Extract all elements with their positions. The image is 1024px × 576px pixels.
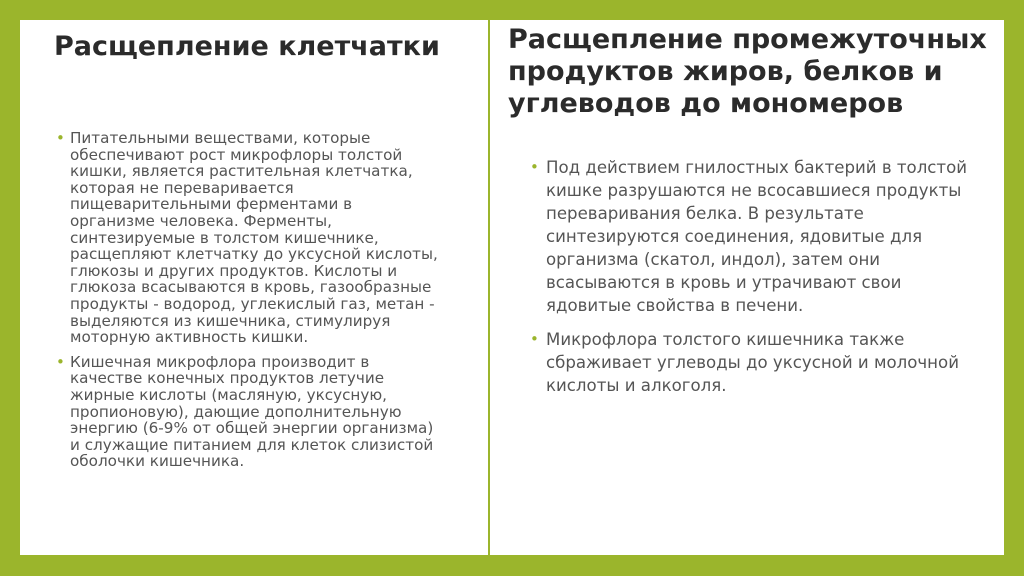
bullet-icon: • [56, 129, 65, 147]
left-bullet-list [56, 129, 438, 478]
right-bullet-list [530, 156, 976, 408]
left-bullet-1 [56, 129, 438, 347]
left-bullet-1-text: Питательными веществами, которые обеспечивают рост микрофлоры толстой кишки, является растительная клетчатка, которая не переваривается пищеварительными ферментами в организме человека. Ферменты, синтезируемые в толстом кишечнике, расщепляют клетчатку до уксусной кислоты, глюкозы и других продуктов. Кислоты и глюкоза всасываются в кровь, газообразные продукты - водород, углекислый газ, метан - выделяются из кишечника, стимулируя моторную активность кишки. [70, 129, 438, 347]
bullet-icon: • [530, 330, 539, 348]
right-bullet-1-text: Под действием гнилостных бактерий в толстой кишке разрушаются не всосавшиеся продукты переваривания белка. В результате синтезируются соединения, ядовитые для организма (скатол, индол), затем они всасываются в кровь и утрачивают свои ядовитые свойства в печени. [546, 158, 968, 315]
left-bullet-2-text: Кишечная микрофлора производит в качестве конечных продуктов летучие жирные кислоты (масляную, уксусную, пропионовую), дающие дополнительную энергию (6-9% от общей энергии организма) и служащие питанием для клеток слизистой оболочки кишечника. [70, 352, 434, 471]
left-bullet-2 [56, 352, 438, 471]
right-title: Расщепление промежуточных продуктов жиров, белков и углеводов до мономеров [508, 24, 987, 119]
right-bullet-2-text: Микрофлора толстого кишечника также сбраживает углеводы до уксусной и молочной кислоты и алкоголя. [546, 330, 959, 395]
bullet-icon: • [530, 158, 539, 176]
left-panel [20, 20, 488, 555]
right-panel [490, 20, 1004, 555]
left-title: Расщепление клетчатки [54, 31, 440, 62]
right-bullet-1 [530, 156, 976, 317]
right-bullet-2 [530, 328, 976, 397]
bullet-icon: • [56, 352, 65, 371]
